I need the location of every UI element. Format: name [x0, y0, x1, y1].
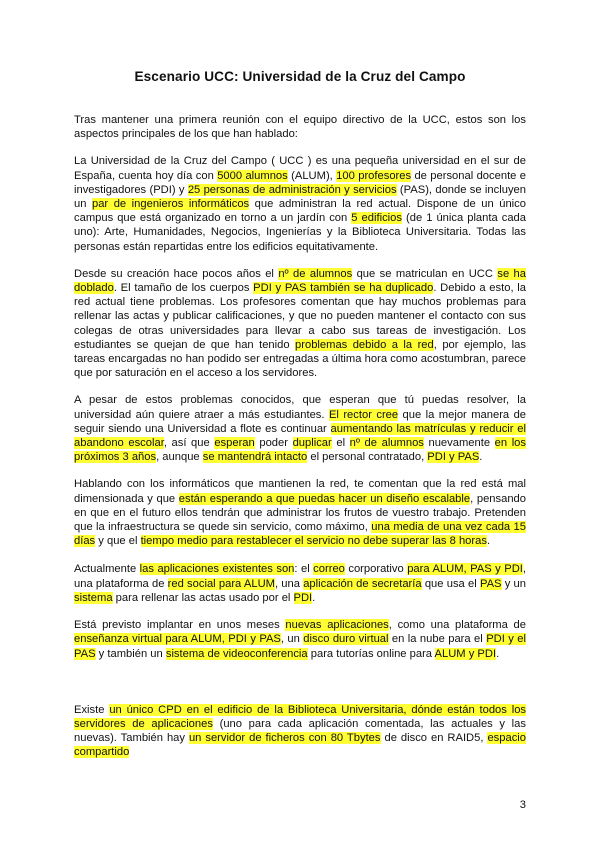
- text-run: poder: [254, 437, 293, 450]
- highlighted-text: nº de alumnos: [278, 267, 353, 280]
- text-run: , pensando en que en el futuro ellos tendrán que administrar los frutos de vuestro trabajo. Pretenden que la infraestructura se quede sin servicio, como máximo,: [74, 492, 526, 534]
- highlighted-text: PAS: [479, 577, 502, 590]
- text-run: para rellenar las actas usado por el: [112, 591, 294, 604]
- text-run: Desde su creación hace pocos años el: [74, 267, 279, 280]
- text-run: en la nube para el: [388, 633, 487, 646]
- text-run: , así que: [163, 437, 215, 450]
- paragraph-growth: [74, 267, 526, 381]
- text-run: A pesar de estos problemas conocidos, que esperan que tú puedas resolver, la universidad aún quiere atraer a más estudiantes.: [74, 394, 526, 421]
- highlighted-text: PDI y PAS también se ha duplicado: [253, 282, 434, 295]
- text-run: de disco en RAID5,: [380, 732, 488, 745]
- highlighted-text: se mantendrá intacto: [202, 451, 308, 464]
- text-run: que administran la red actual. Dispone de un único campus que está organizado en torno a un jardín con: [74, 198, 526, 225]
- highlighted-text: aumentando las matrículas y reducir el abandono escolar: [74, 422, 526, 450]
- highlighted-text: PDI y el PAS: [74, 633, 526, 660]
- text-run: nuevamente: [423, 437, 495, 450]
- highlighted-text: están esperando a que puedas hacer un diseño escalable: [178, 492, 471, 505]
- text-run: .: [479, 451, 483, 464]
- paragraph-cpd: [74, 703, 526, 760]
- highlighted-text: par de ingenieros informáticos: [91, 198, 250, 211]
- highlighted-text: un servidor de ficheros con 80 Tbytes: [188, 732, 381, 745]
- highlighted-text: esperan: [214, 437, 255, 450]
- highlighted-text: ALUM y PDI: [434, 647, 497, 660]
- highlighted-text: PDI y PAS: [427, 451, 480, 464]
- text-run: .: [312, 591, 316, 604]
- highlighted-text: una media de una vez cada 15 días: [74, 521, 526, 548]
- highlighted-text: PDI: [293, 591, 313, 604]
- paragraph-new-apps: [74, 618, 526, 661]
- highlighted-text: 25 personas de administración y servicios: [187, 183, 397, 196]
- text-run: que se matriculan en UCC: [352, 267, 498, 280]
- highlighted-text: sistema: [74, 591, 113, 604]
- highlighted-text: disco duro virtual: [303, 633, 389, 646]
- text-run: (ALUM),: [287, 169, 337, 182]
- paragraph-rector: [74, 393, 526, 464]
- text-run: que usa el: [421, 577, 480, 590]
- text-run: el: [331, 437, 350, 450]
- text-run: , aunque: [156, 451, 203, 464]
- highlighted-text: espacio compartido: [74, 732, 526, 759]
- highlighted-text: enseñanza virtual para ALUM, PDI y PAS: [74, 633, 281, 646]
- text-run: (uno para cada aplicación comentada, las actuales y las nuevas). También hay: [74, 717, 526, 745]
- text-run: para tutorías online para: [307, 647, 435, 660]
- text-run: el personal contratado,: [307, 451, 428, 464]
- text-run: Está previsto implantar en unos meses: [74, 619, 286, 632]
- text-run: , una: [274, 577, 304, 590]
- text-run: La Universidad de la Cruz del Campo ( UCC ) es una pequeña universidad en el sur de España, cuenta hoy día con: [74, 155, 526, 182]
- highlighted-text: nuevas aplicaciones: [285, 619, 389, 632]
- highlighted-text: para ALUM, PAS y PDI: [407, 563, 523, 576]
- text-run: que la mejor manera de seguir siendo una Universidad a flote es continuar: [74, 408, 527, 435]
- text-run: : el: [294, 563, 314, 576]
- highlighted-text: nº de alumnos: [349, 437, 424, 450]
- highlighted-text: un único CPD en el edificio de la Biblioteca Universitaria, dónde están todos los servidores de aplicaciones: [74, 703, 527, 730]
- text-run: .: [486, 535, 491, 548]
- text-run: Hablando con los informáticos que mantienen la red, te comentan que la red está mal dimensionada y que: [74, 478, 526, 505]
- text-run: . Debido a esto, la red actual tiene problemas. Los profesores comentan que hay muchos problemas para rellenar las actas y publicar calificaciones, y que no pueden mantener el contacto con sus colegas de otras universidades para llevar a cabo sus tareas de investigación. Los estudiantes se quejan de que han tenido: [74, 282, 526, 351]
- highlighted-text: problemas debido a la red: [295, 338, 434, 351]
- highlighted-text: 5000 alumnos: [217, 169, 288, 182]
- paragraph-current-apps: [74, 562, 526, 605]
- text-run: .: [496, 647, 500, 660]
- text-run: , como una plataforma de: [388, 619, 526, 632]
- text-run: corporativo: [344, 563, 408, 576]
- text-run: . El tamaño de los cuerpos: [113, 282, 254, 295]
- highlighted-text: 5 edificios: [351, 212, 402, 225]
- text-run: (de 1 única planta cada uno): Arte, Humanidades, Negocios, Ingenierías y la Biblioteca Universitaria. Todas las personas están repartidas entre los edificios equitativamente.: [74, 212, 527, 253]
- text-run: , una plataforma de: [74, 563, 526, 590]
- paragraph-intro: [74, 113, 526, 141]
- text-run: , por ejemplo, las tareas encargadas no han podido ser entregadas a última hora como acostumbran, parece que por saturación en el acceso a los servidores.: [74, 338, 526, 380]
- page-title: Escenario UCC: Universidad de la Cruz del Campo: [134, 69, 466, 84]
- highlighted-text: tiempo medio para restablecer el servicio no debe superar las 8 horas: [140, 535, 487, 548]
- text-run: Actualmente: [74, 563, 140, 576]
- text-run: , un: [280, 633, 304, 646]
- text-run: y también un: [95, 647, 166, 660]
- highlighted-text: duplicar: [292, 437, 332, 450]
- highlighted-text: se ha doblado: [74, 267, 527, 295]
- highlighted-text: El rector cree: [328, 408, 399, 421]
- highlighted-text: 100 profesores: [336, 169, 412, 182]
- page-number: 3: [519, 799, 526, 811]
- text-run: (PAS), donde se incluyen un: [74, 183, 526, 211]
- highlighted-text: sistema de videoconferencia: [165, 647, 308, 660]
- highlighted-text: red social para ALUM: [167, 577, 275, 590]
- document-body: [74, 113, 526, 773]
- text-run: Existe: [74, 703, 110, 716]
- text-run: y un: [501, 577, 526, 590]
- text-run: Tras mantener una primera reunión con el equipo directivo de la UCC, estos son los aspectos principales de los que han hablado:: [74, 114, 526, 141]
- highlighted-text: correo: [313, 563, 345, 576]
- highlighted-text: en los próximos 3 años: [74, 437, 526, 464]
- highlighted-text: las aplicaciones existentes son: [139, 563, 295, 576]
- text-run: y que el: [95, 535, 141, 548]
- highlighted-text: aplicación de secretaría: [303, 577, 422, 590]
- paragraph-network: [74, 477, 526, 548]
- text-run: de personal docente e investigadores (PDI) y: [74, 169, 526, 196]
- paragraph-university: [74, 154, 526, 253]
